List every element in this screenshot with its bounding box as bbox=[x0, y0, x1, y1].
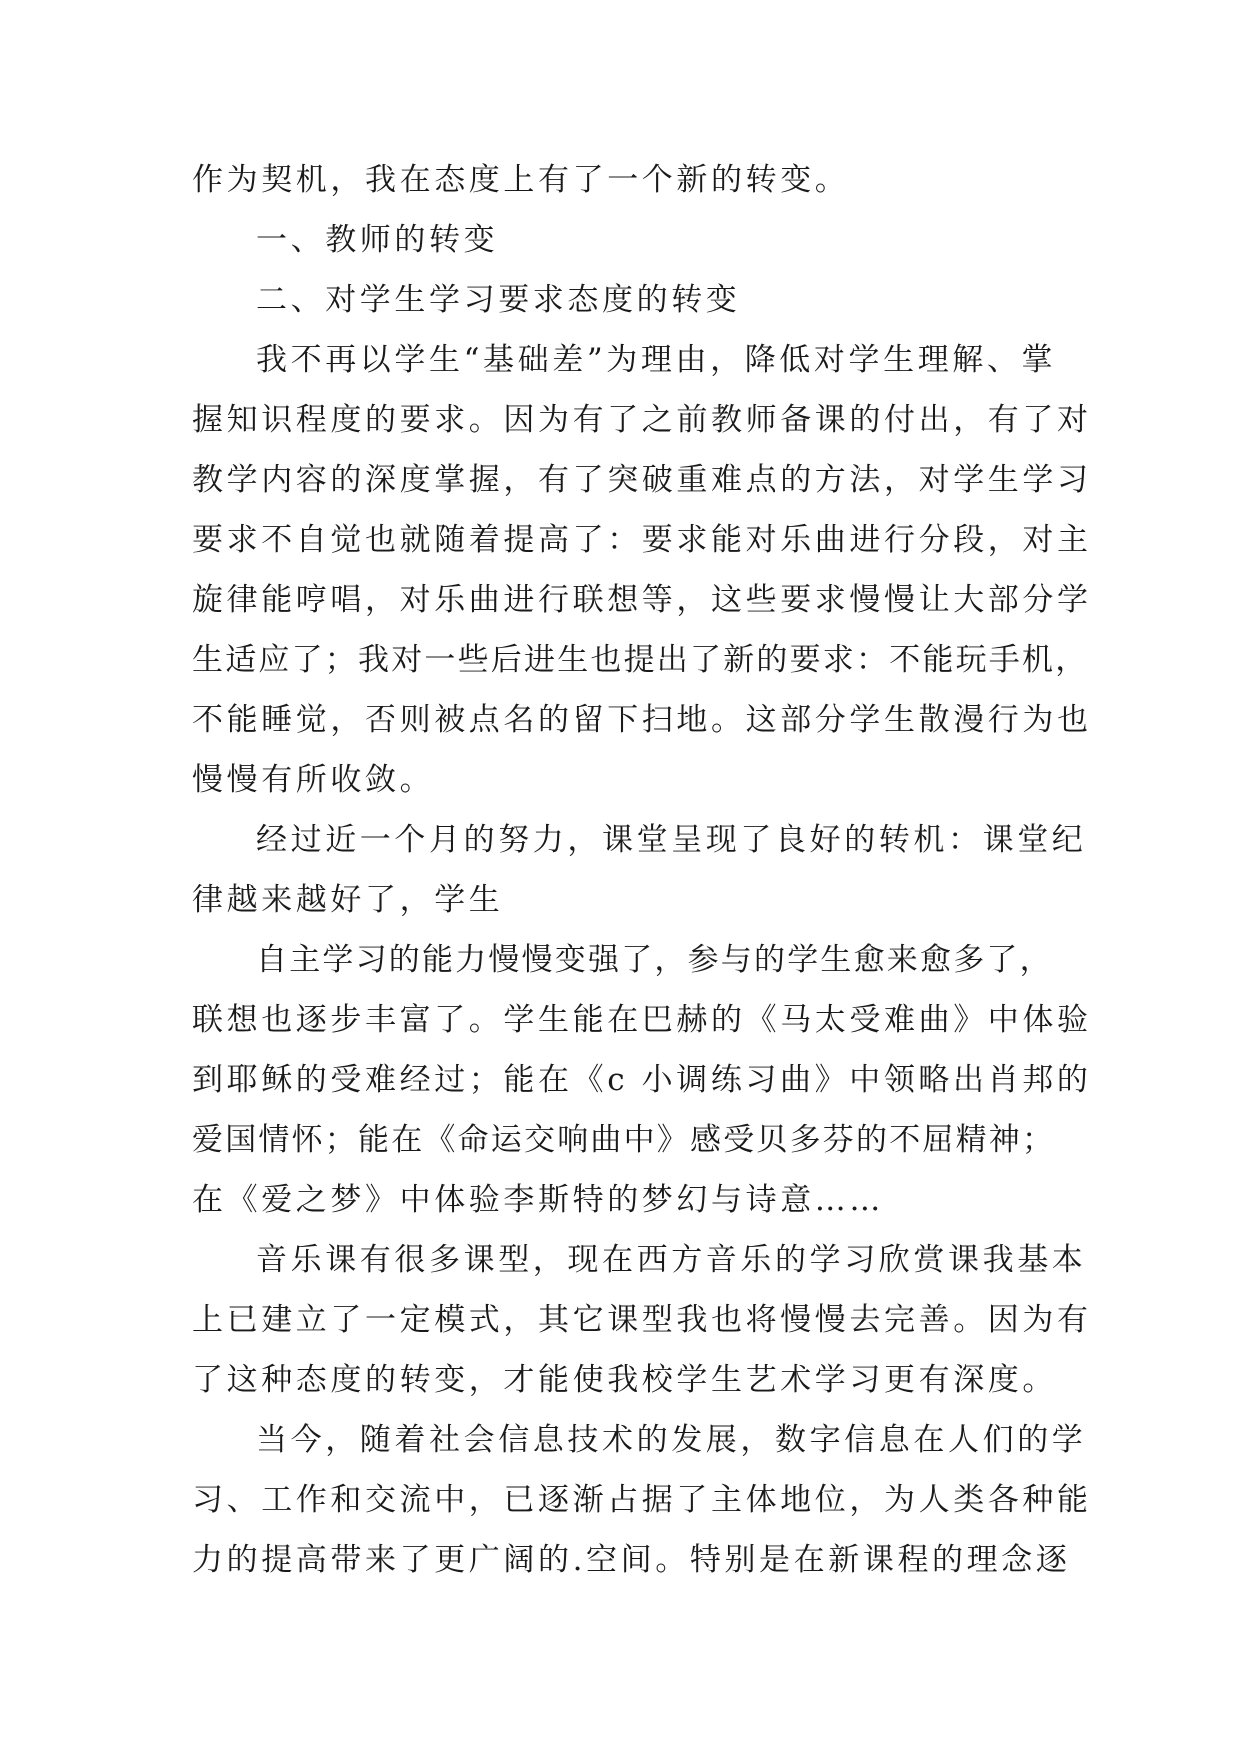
text-line: 旋律能哼唱，对乐曲进行联想等，这些要求慢慢让大部分学 bbox=[192, 582, 1092, 618]
text-line: 在《爱之梦》中体验李斯特的梦幻与诗意…… bbox=[192, 1182, 884, 1218]
text-line: 联想也逐步丰富了。学生能在巴赫的《马太受难曲》中体验 bbox=[192, 1002, 1092, 1038]
text-line: 经过近一个月的努力，课堂呈现了良好的转机：课堂纪 bbox=[256, 822, 1087, 858]
text-line: 我不再以学生“基础差”为理由，降低对学生理解、掌 bbox=[256, 342, 1057, 378]
text-line: 作为契机，我在态度上有了一个新的转变。 bbox=[192, 162, 850, 198]
text-line: 自主学习的能力慢慢变强了，参与的学生愈来愈多了， bbox=[256, 942, 1053, 978]
text-line: 不能睡觉，否则被点名的留下扫地。这部分学生散漫行为也 bbox=[192, 702, 1092, 738]
text-line: 习、工作和交流中，已逐渐占据了主体地位，为人类各种能 bbox=[192, 1482, 1092, 1518]
text-line: 上已建立了一定模式，其它课型我也将慢慢去完善。因为有 bbox=[192, 1302, 1092, 1338]
text-line: 律越来越好了，学生 bbox=[192, 882, 504, 918]
text-line: 教学内容的深度掌握，有了突破重难点的方法，对学生学习 bbox=[192, 462, 1092, 498]
section-heading: 二、对学生学习要求态度的转变 bbox=[256, 282, 741, 318]
text-line: 握知识程度的要求。因为有了之前教师备课的付出，有了对 bbox=[192, 402, 1092, 438]
text-line: 爱国情怀；能在《命运交响曲中》感受贝多芬的不屈精神； bbox=[192, 1122, 1056, 1158]
text-line: 了这种态度的转变，才能使我校学生艺术学习更有深度。 bbox=[192, 1362, 1057, 1398]
text-line: 到耶稣的受难经过；能在《c 小调练习曲》中领略出肖邦的 bbox=[192, 1062, 1092, 1098]
text-line: 生适应了；我对一些后进生也提出了新的要求：不能玩手机， bbox=[192, 642, 1089, 678]
text-line: 音乐课有很多课型，现在西方音乐的学习欣赏课我基本 bbox=[256, 1242, 1087, 1278]
document-body bbox=[192, 150, 1092, 1590]
text-line: 慢慢有所收敛。 bbox=[192, 762, 435, 798]
text-line: 要求不自觉也就随着提高了：要求能对乐曲进行分段，对主 bbox=[192, 522, 1092, 558]
text-line: 力的提高带来了更广阔的.空间。特别是在新课程的理念逐 bbox=[192, 1542, 1071, 1578]
text-line: 当今，随着社会信息技术的发展，数字信息在人们的学 bbox=[256, 1422, 1087, 1458]
section-heading: 一、教师的转变 bbox=[256, 222, 499, 258]
